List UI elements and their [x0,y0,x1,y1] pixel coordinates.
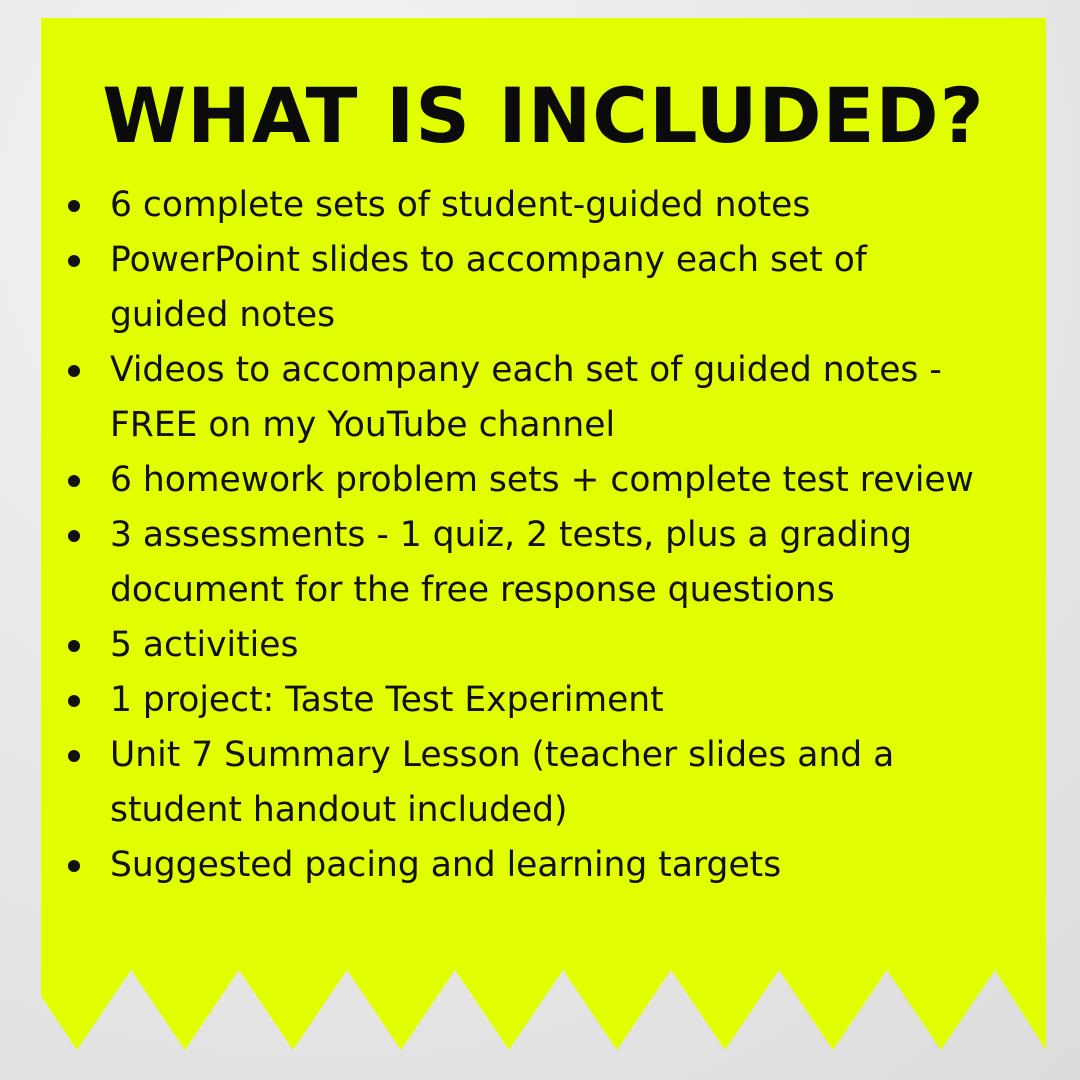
list-item-text: 6 complete sets of student-guided notes [110,185,811,225]
bullet-icon [68,530,80,542]
list-item-text-continued: guided notes [110,295,336,335]
list-item-text: 1 project: Taste Test Experiment [110,680,664,720]
list-item [110,618,1040,673]
list-item [110,673,1040,728]
bullet-icon [68,695,80,707]
list-item-text: 5 activities [110,625,299,665]
bullet-icon [68,200,80,212]
bullet-icon [68,750,80,762]
page-title: WHAT IS INCLUDED? [102,71,985,160]
list-item-text: 3 assessments - 1 quiz, 2 tests, plus a grading [110,515,913,555]
list-item [110,453,1040,508]
list-item-text: Videos to accompany each set of guided notes - [110,350,942,390]
list-item-text-continued: FREE on my YouTube channel [110,405,616,445]
list-item-text: 6 homework problem sets + complete test review [110,460,974,500]
bullet-icon [68,255,80,267]
list-item-text-continued: student handout included) [110,790,568,830]
list-item [110,178,1040,233]
included-list [110,178,1040,893]
list-item-text: PowerPoint slides to accompany each set of [110,240,867,280]
list-item [110,728,1040,838]
list-item-text: Suggested pacing and learning targets [110,845,782,885]
list-item [110,233,1040,343]
list-item [110,838,1040,893]
list-item-text-continued: document for the free response questions [110,570,835,610]
list-item-text: Unit 7 Summary Lesson (teacher slides and a [110,735,895,775]
bullet-icon [68,475,80,487]
bullet-icon [68,860,80,872]
list-item [110,508,1040,618]
bullet-icon [68,640,80,652]
list-item [110,343,1040,453]
content-panel [41,18,1046,978]
bullet-icon [68,365,80,377]
